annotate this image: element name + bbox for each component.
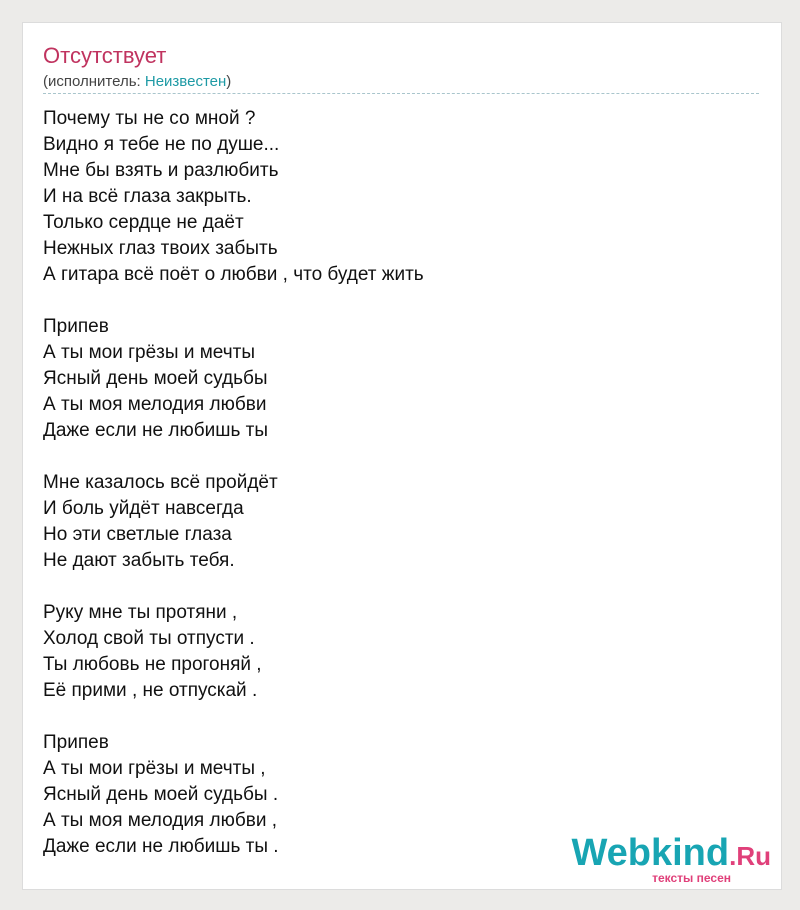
lyric-line: Только сердце не даёт xyxy=(43,212,244,233)
lyric-line: Даже если не любишь ты . xyxy=(43,836,279,857)
lyric-line: Её прими , не отпускай . xyxy=(43,680,258,701)
logo-tagline: тексты песен xyxy=(652,871,731,885)
lyric-line: Не дают забыть тебя. xyxy=(43,550,235,571)
stanza-gap xyxy=(43,288,424,314)
artist-link[interactable]: Неизвестен xyxy=(144,73,227,90)
lyric-line: И боль уйдёт навсегда xyxy=(43,498,244,519)
lyric-line: Руку мне ты протяни , xyxy=(43,602,238,623)
lyric-line: Мне бы взять и разлюбить xyxy=(43,160,279,181)
lyric-line: Припев xyxy=(43,316,109,337)
logo-domain: .Ru xyxy=(729,841,771,871)
lyric-line: Нежных глаз твоих забыть xyxy=(43,238,278,259)
lyric-line: Почему ты не со мной ? xyxy=(43,108,256,129)
lyric-line: Но эти светлые глаза xyxy=(43,524,232,545)
artist-prefix: (исполнитель: xyxy=(43,73,145,90)
lyric-line: Даже если не любишь ты xyxy=(43,420,268,441)
artist-suffix: ) xyxy=(226,73,232,90)
stanza-gap xyxy=(43,444,424,470)
lyrics-text xyxy=(43,106,424,860)
artist-line xyxy=(43,73,231,90)
lyric-line: Мне казалось всё пройдёт xyxy=(43,472,278,493)
lyric-line: Холод свой ты отпусти . xyxy=(43,628,255,649)
divider xyxy=(43,93,759,94)
lyric-line: Припев xyxy=(43,732,109,753)
lyric-line: Ты любовь не прогоняй , xyxy=(43,654,262,675)
logo-main-text: Webkind xyxy=(571,832,730,874)
song-title: Отсутствует xyxy=(43,43,167,68)
lyric-line: Видно я тебе не по душе... xyxy=(43,134,280,155)
lyric-line: А гитара всё поёт о любви , что будет жить xyxy=(43,264,424,285)
stanza-gap xyxy=(43,574,424,600)
lyric-line: А ты мои грёзы и мечты , xyxy=(43,758,266,779)
lyrics-card xyxy=(22,22,782,890)
lyric-line: И на всё глаза закрыть. xyxy=(43,186,252,207)
lyric-line: А ты моя мелодия любви , xyxy=(43,810,277,831)
lyric-line: Ясный день моей судьбы . xyxy=(43,784,279,805)
site-logo[interactable] xyxy=(571,834,771,885)
lyric-line: А ты мои грёзы и мечты xyxy=(43,342,255,363)
lyric-line: А ты моя мелодия любви xyxy=(43,394,267,415)
stanza-gap xyxy=(43,704,424,730)
lyric-line: Ясный день моей судьбы xyxy=(43,368,268,389)
